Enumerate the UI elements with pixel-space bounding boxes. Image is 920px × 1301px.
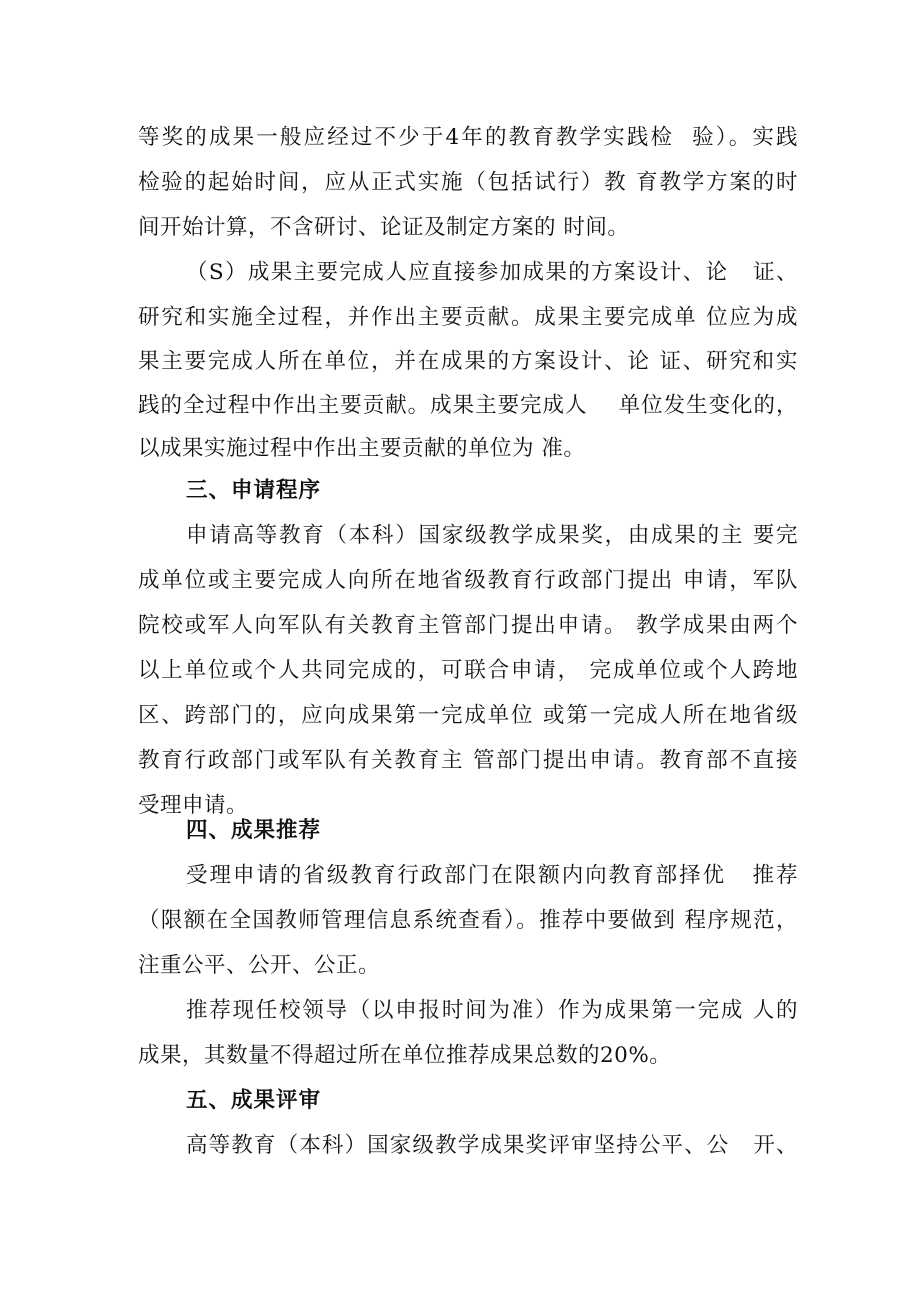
paragraph-line: 成单位或主要完成人向所在地省级教育行政部门提出 申请，军队 — [138, 568, 798, 593]
paragraph-line: 以上单位或个人共同完成的，可联合申请， 完成单位或个人跨地 — [138, 658, 798, 683]
paragraph-line: 区、跨部门的，应向成果第一完成单位 或第一完成人所在地省级 — [138, 703, 798, 728]
paragraph-line: 受理申请的省级教育行政部门在限额内向教育部择优 推荐 — [186, 863, 798, 888]
section-heading: 四、成果推荐 — [186, 818, 322, 843]
paragraph-line: 院校或军人向军队有关教育主管部门提出申请。 教学成果由两个 — [138, 613, 798, 638]
paragraph-line: 果主要完成人所在单位，并在成果的方案设计、论 证、研究和实 — [138, 349, 798, 374]
paragraph-line: 以成果实施过程中作出主要贡献的单位为 准。 — [138, 436, 586, 461]
paragraph-line: （S）成果主要完成人应直接参加成果的方案设计、论 证、 — [186, 260, 798, 285]
paragraph-line: 注重公平、公开、公正。 — [138, 953, 381, 978]
paragraph-line: 受理申请。 — [138, 793, 249, 818]
section-heading: 三、申请程序 — [186, 478, 322, 503]
paragraph-line: 推荐现任校领导（以申报时间为准）作为成果第一完成 人的 — [186, 998, 798, 1023]
paragraph-line: 高等教育（本科）国家级教学成果奖评审坚持公平、公 开、 — [186, 1133, 798, 1158]
section-heading: 五、成果评审 — [186, 1088, 322, 1113]
paragraph-line: 教育行政部门或军队有关教育主 管部门提出申请。教育部不直接 — [138, 748, 798, 773]
paragraph-line: 间开始计算，不含研讨、论证及制定方案的 时间。 — [138, 215, 630, 240]
paragraph-line: （限额在全国教师管理信息系统查看）。推荐中要做到 程序规范， — [138, 908, 798, 933]
paragraph-line: 等奖的成果一般应经过不少于4年的教育教学实践检 验）。实践 — [138, 125, 798, 150]
paragraph-line: 研究和实施全过程，并作出主要贡献。成果主要完成单 位应为成 — [138, 305, 798, 330]
paragraph-line: 检验的起始时间，应从正式实施（包括试行）教 育教学方案的时 — [138, 170, 798, 195]
paragraph-line: 践的全过程中作出主要贡献。成果主要完成人 单位发生变化的， — [138, 393, 798, 418]
paragraph-line: 申请高等教育（本科）国家级教学成果奖，由成果的主 要完 — [186, 523, 798, 548]
paragraph-line: 成果，其数量不得超过所在单位推荐成果总数的20%。 — [138, 1043, 672, 1068]
